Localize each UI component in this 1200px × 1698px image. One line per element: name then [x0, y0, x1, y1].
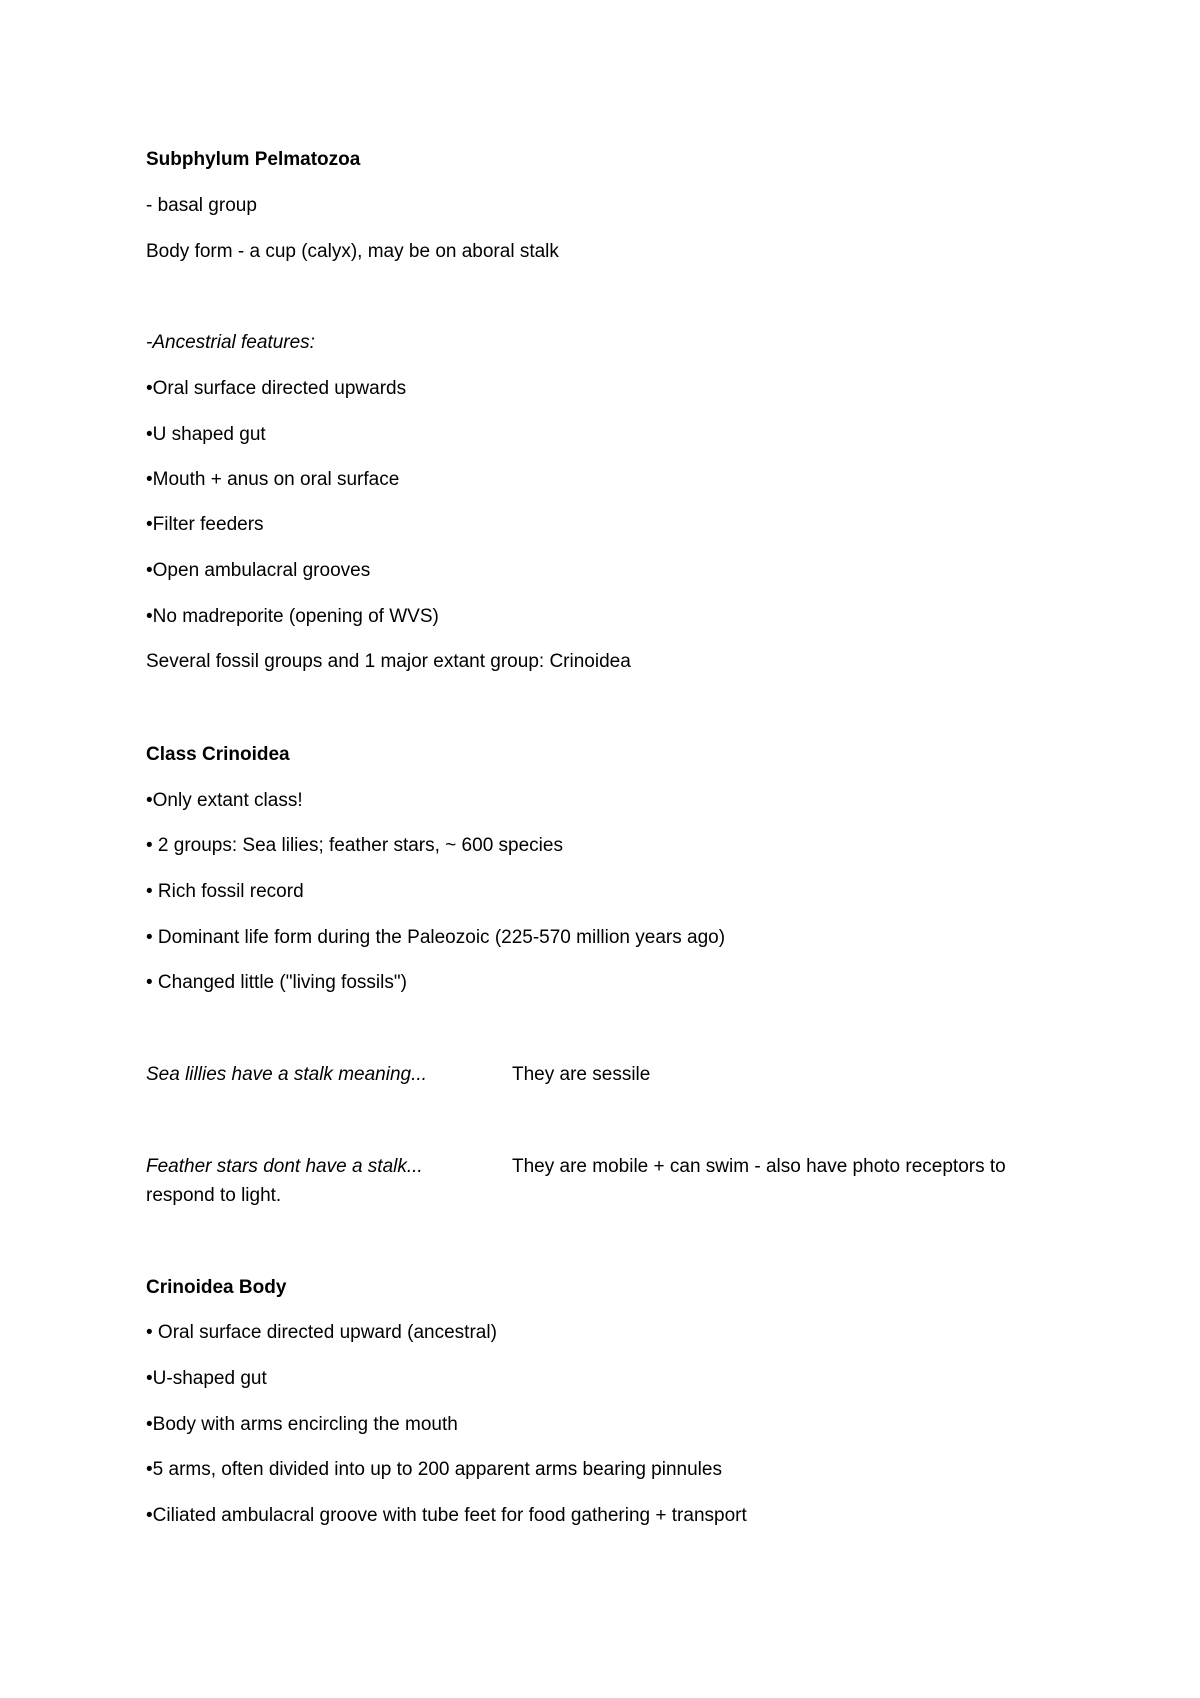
bullet-item: • Oral surface directed upward (ancestral)	[146, 1322, 497, 1343]
summary-text: Several fossil groups and 1 major extant group: Crinoidea	[146, 651, 631, 672]
bullet-item: • 2 groups: Sea lilies; feather stars, ~ 600 species	[146, 835, 563, 856]
qa-answer: They are mobile + can swim - also have photo receptors to	[512, 1156, 1006, 1177]
bullet-item: •5 arms, often divided into up to 200 apparent arms bearing pinnules	[146, 1459, 722, 1480]
section-heading-crinoidea: Class Crinoidea	[146, 744, 290, 765]
qa-question: Feather stars dont have a stalk...	[146, 1156, 423, 1177]
section-heading-crinoidea-body: Crinoidea Body	[146, 1277, 287, 1298]
feature-item: •Mouth + anus on oral surface	[146, 469, 400, 490]
qa-answer-continuation: respond to light.	[146, 1185, 282, 1206]
bullet-item: •Body with arms encircling the mouth	[146, 1414, 458, 1435]
features-heading: -Ancestrial features:	[146, 332, 315, 353]
subtitle-basal-group: - basal group	[146, 195, 257, 216]
feature-item: •Oral surface directed upwards	[146, 378, 407, 399]
feature-item: •No madreporite (opening of WVS)	[146, 606, 439, 627]
bullet-item: • Dominant life form during the Paleozoic (225-570 million years ago)	[146, 927, 726, 948]
qa-answer: They are sessile	[512, 1064, 651, 1085]
section-heading-pelmatozoa: Subphylum Pelmatozoa	[146, 149, 361, 170]
bullet-item: •Only extant class!	[146, 790, 303, 811]
bullet-item: • Rich fossil record	[146, 881, 304, 902]
body-form-text: Body form - a cup (calyx), may be on aboral stalk	[146, 241, 559, 262]
bullet-item: • Changed little ("living fossils")	[146, 972, 407, 993]
feature-item: •Open ambulacral grooves	[146, 560, 371, 581]
bullet-item: •Ciliated ambulacral groove with tube feet for food gathering + transport	[146, 1505, 747, 1526]
feature-item: •U shaped gut	[146, 424, 266, 445]
feature-item: •Filter feeders	[146, 514, 264, 535]
bullet-item: •U-shaped gut	[146, 1368, 267, 1389]
qa-question: Sea lillies have a stalk meaning...	[146, 1064, 427, 1085]
